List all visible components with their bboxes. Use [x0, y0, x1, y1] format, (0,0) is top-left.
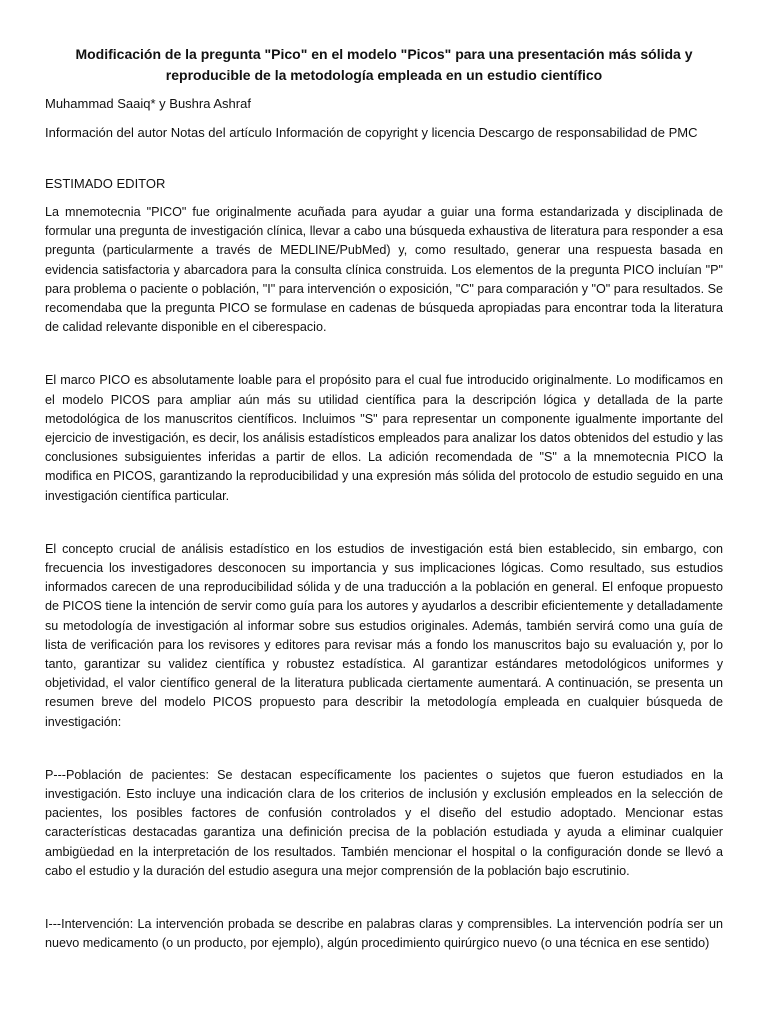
paragraph-statistical-analysis: El concepto crucial de análisis estadístico en los estudios de investigación está bien establecido, sin embargo, con frecuencia los investigadores desconocen su importancia y sus implicaciones lógicas. Como resultado, sus estudios informados carecen de una reproducibilidad sólida y de una traducción a la población en general. El enfoque propuesto de PICOS tiene la intención de servir como guía para los autores y ayudarlos a describir eficientemente y detalladamente su metodología de investigación al informar sobre sus estudios originales. Además, también servirá como una guía de lista de verificación para los revisores y editores para revisar más a fondo los manuscritos bajo su evaluación y, por lo tanto, garantizar su validez científica y robustez estadística. Al garantizar estándares metodológicos uniformes y objetividad, el valor científico general de la literatura publicada ciertamente aumentará. A continuación, se presenta un resumen breve del modelo PICOS propuesto para describir la metodología empleada en cualquier búsqueda de investigación:	[45, 541, 723, 729]
paragraph-pico-origin: La mnemotecnia "PICO" fue originalmente acuñada para ayudar a guiar una forma estandarizada y disciplinada de formular una pregunta de investigación clínica, llevar a cabo una búsqueda exhaustiva de literatura para responder a esa pregunta (particularmente a través de MEDLINE/PubMed) y, como resultado, generar una respuesta basada en evidencia satisfactoria y abarcadora para la consulta clínica construida. Los elementos de la pregunta PICO incluían "P" para problema o paciente o población, "I" para intervención o exposición, "C" para comparación y "O" para resultados. Se recomendaba que la pregunta PICO se formulase en cadenas de búsqueda apropiadas para encontrar toda la literatura de calidad relevante disponible en el ciberespacio.	[45, 205, 723, 335]
paragraph-i-intervention: I---Intervención: La intervención probada se describe en palabras claras y comprensibles. La intervención podría ser un nuevo medicamento (o un producto, por ejemplo), algún procedimiento quirúrgico nuevo (o una técnica en ese sentido)	[45, 917, 723, 951]
document-page	[45, 44, 723, 988]
article-title: Modificación de la pregunta "Pico" en el modelo "Picos" para una presentación más sólida y reproducible de la metodología empleada en un estudio científico	[75, 46, 693, 83]
article-info-links: Información del autor Notas del artículo Información de copyright y licencia Descargo de responsabilidad de PMC	[45, 125, 698, 140]
salutation: ESTIMADO EDITOR	[45, 176, 166, 191]
article-authors: Muhammad Saaiq* y Bushra Ashraf	[45, 96, 251, 111]
paragraph-picos-framework: El marco PICO es absolutamente loable para el propósito para el cual fue introducido originalmente. Lo modificamos en el modelo PICOS para ampliar aún más su utilidad científica para la descripción lógica y detallada de la parte metodológica de los manuscritos científicos. Incluimos "S" para representar un componente igualmente importante del ejercicio de investigación, es decir, los análisis estadísticos empleados para analizar los datos obtenidos del estudio y las conclusiones subsiguientes inferidas a partir de ellos. La adición recomendada de "S" a la mnemotecnia PICO la modifica en PICOS, garantizando la reproducibilidad y una expresión más sólida del protocolo de estudio seguido en una investigación científica particular.	[45, 373, 723, 503]
paragraph-p-population: P---Población de pacientes: Se destacan específicamente los pacientes o sujetos que fueron estudiados en la investigación. Esto incluye una indicación clara de los criterios de inclusión y exclusión empleados en la selección de pacientes, los posibles factores de confusión controlados y el diseño del estudio adoptado. Mencionar estas características destacadas garantiza una definición precisa de la población estudiada y ayuda a eliminar cualquier ambigüedad en la interpretación de los resultados. También mencionar el hospital o la configuración donde se llevó a cabo el estudio y la duración del estudio asegura una mejor comprensión de la población bajo escrutinio.	[45, 767, 723, 878]
